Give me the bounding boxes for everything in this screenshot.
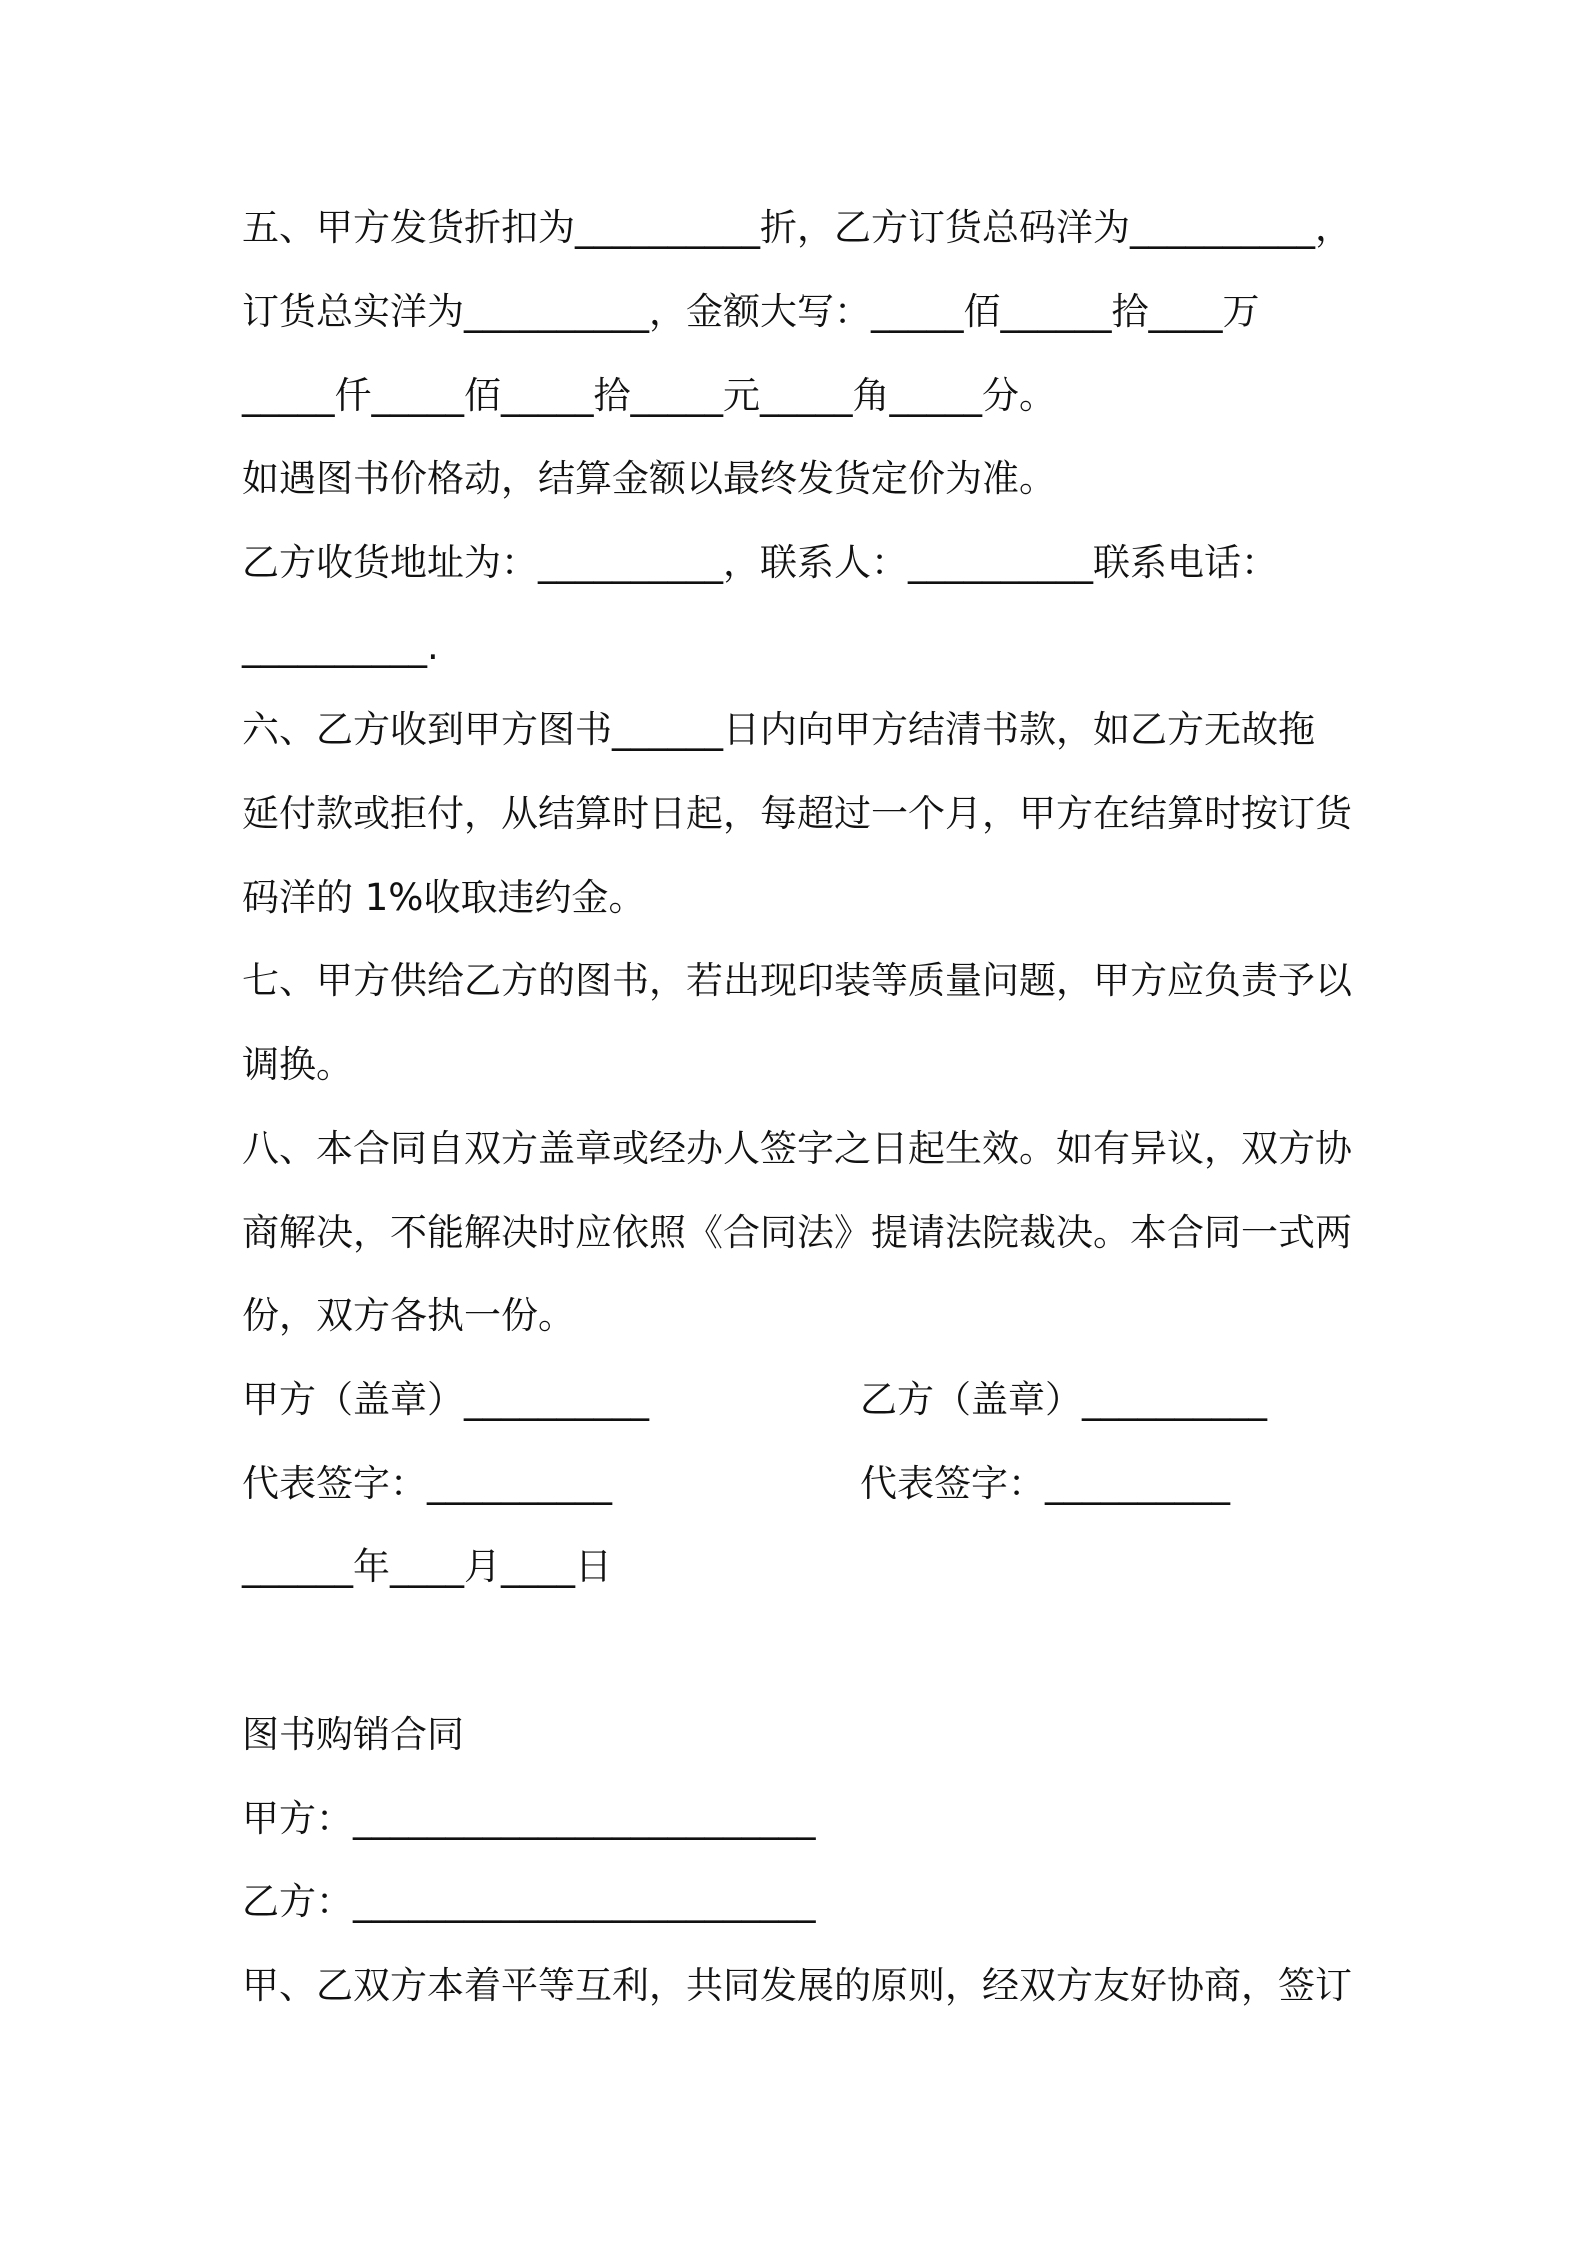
second-contract-title: 图书购销合同 xyxy=(242,1713,464,1756)
clause-7-line-2: 调换。 xyxy=(242,1043,353,1086)
signing-date: ______年____月____日 xyxy=(242,1545,612,1588)
clause-8-line-2: 商解决，不能解决时应依照《合同法》提请法院裁决。本合同一式两 xyxy=(242,1211,1352,1254)
phone-blank-line: __________. xyxy=(242,625,439,668)
clause-6-line-1: 六、乙方收到甲方图书______日内向甲方结清书款，如乙方无故拖 xyxy=(242,708,1315,751)
second-contract-party-b: 乙方：_________________________ xyxy=(242,1880,816,1923)
price-change-note: 如遇图书价格动，结算金额以最终发货定价为准。 xyxy=(242,457,1056,500)
clause-6-line-2: 延付款或拒付，从结算时日起，每超过一个月，甲方在结算时按订货 xyxy=(242,792,1352,835)
clause-5-line-2: 订货总实洋为__________，金额大写：_____佰______拾____万 xyxy=(242,290,1260,333)
clause-8-line-3: 份，双方各执一份。 xyxy=(242,1294,575,1337)
clause-5-line-3: _____仟_____佰_____拾_____元_____角_____分。 xyxy=(242,374,1056,417)
clause-7-line-1: 七、甲方供给乙方的图书，若出现印装等质量问题，甲方应负责予以 xyxy=(242,959,1352,1002)
party-b-seal: 乙方（盖章）__________ xyxy=(860,1378,1267,1421)
party-a-representative: 代表签字：__________ xyxy=(242,1462,612,1505)
clause-5-line-1: 五、甲方发货折扣为__________折，乙方订货总码洋为__________， xyxy=(242,206,1352,249)
second-contract-intro: 甲、乙双方本着平等互利，共同发展的原则，经双方友好协商，签订 xyxy=(242,1964,1352,2007)
clause-8-line-1: 八、本合同自双方盖章或经办人签字之日起生效。如有异议，双方协 xyxy=(242,1127,1352,1170)
second-contract-party-a: 甲方：_________________________ xyxy=(242,1797,816,1840)
clause-6-line-3: 码洋的 1%收取违约金。 xyxy=(242,876,646,919)
party-a-seal: 甲方（盖章）__________ xyxy=(242,1378,649,1421)
delivery-address-line: 乙方收货地址为：__________，联系人：__________联系电话： xyxy=(242,541,1278,584)
party-b-representative: 代表签字：__________ xyxy=(860,1462,1230,1505)
